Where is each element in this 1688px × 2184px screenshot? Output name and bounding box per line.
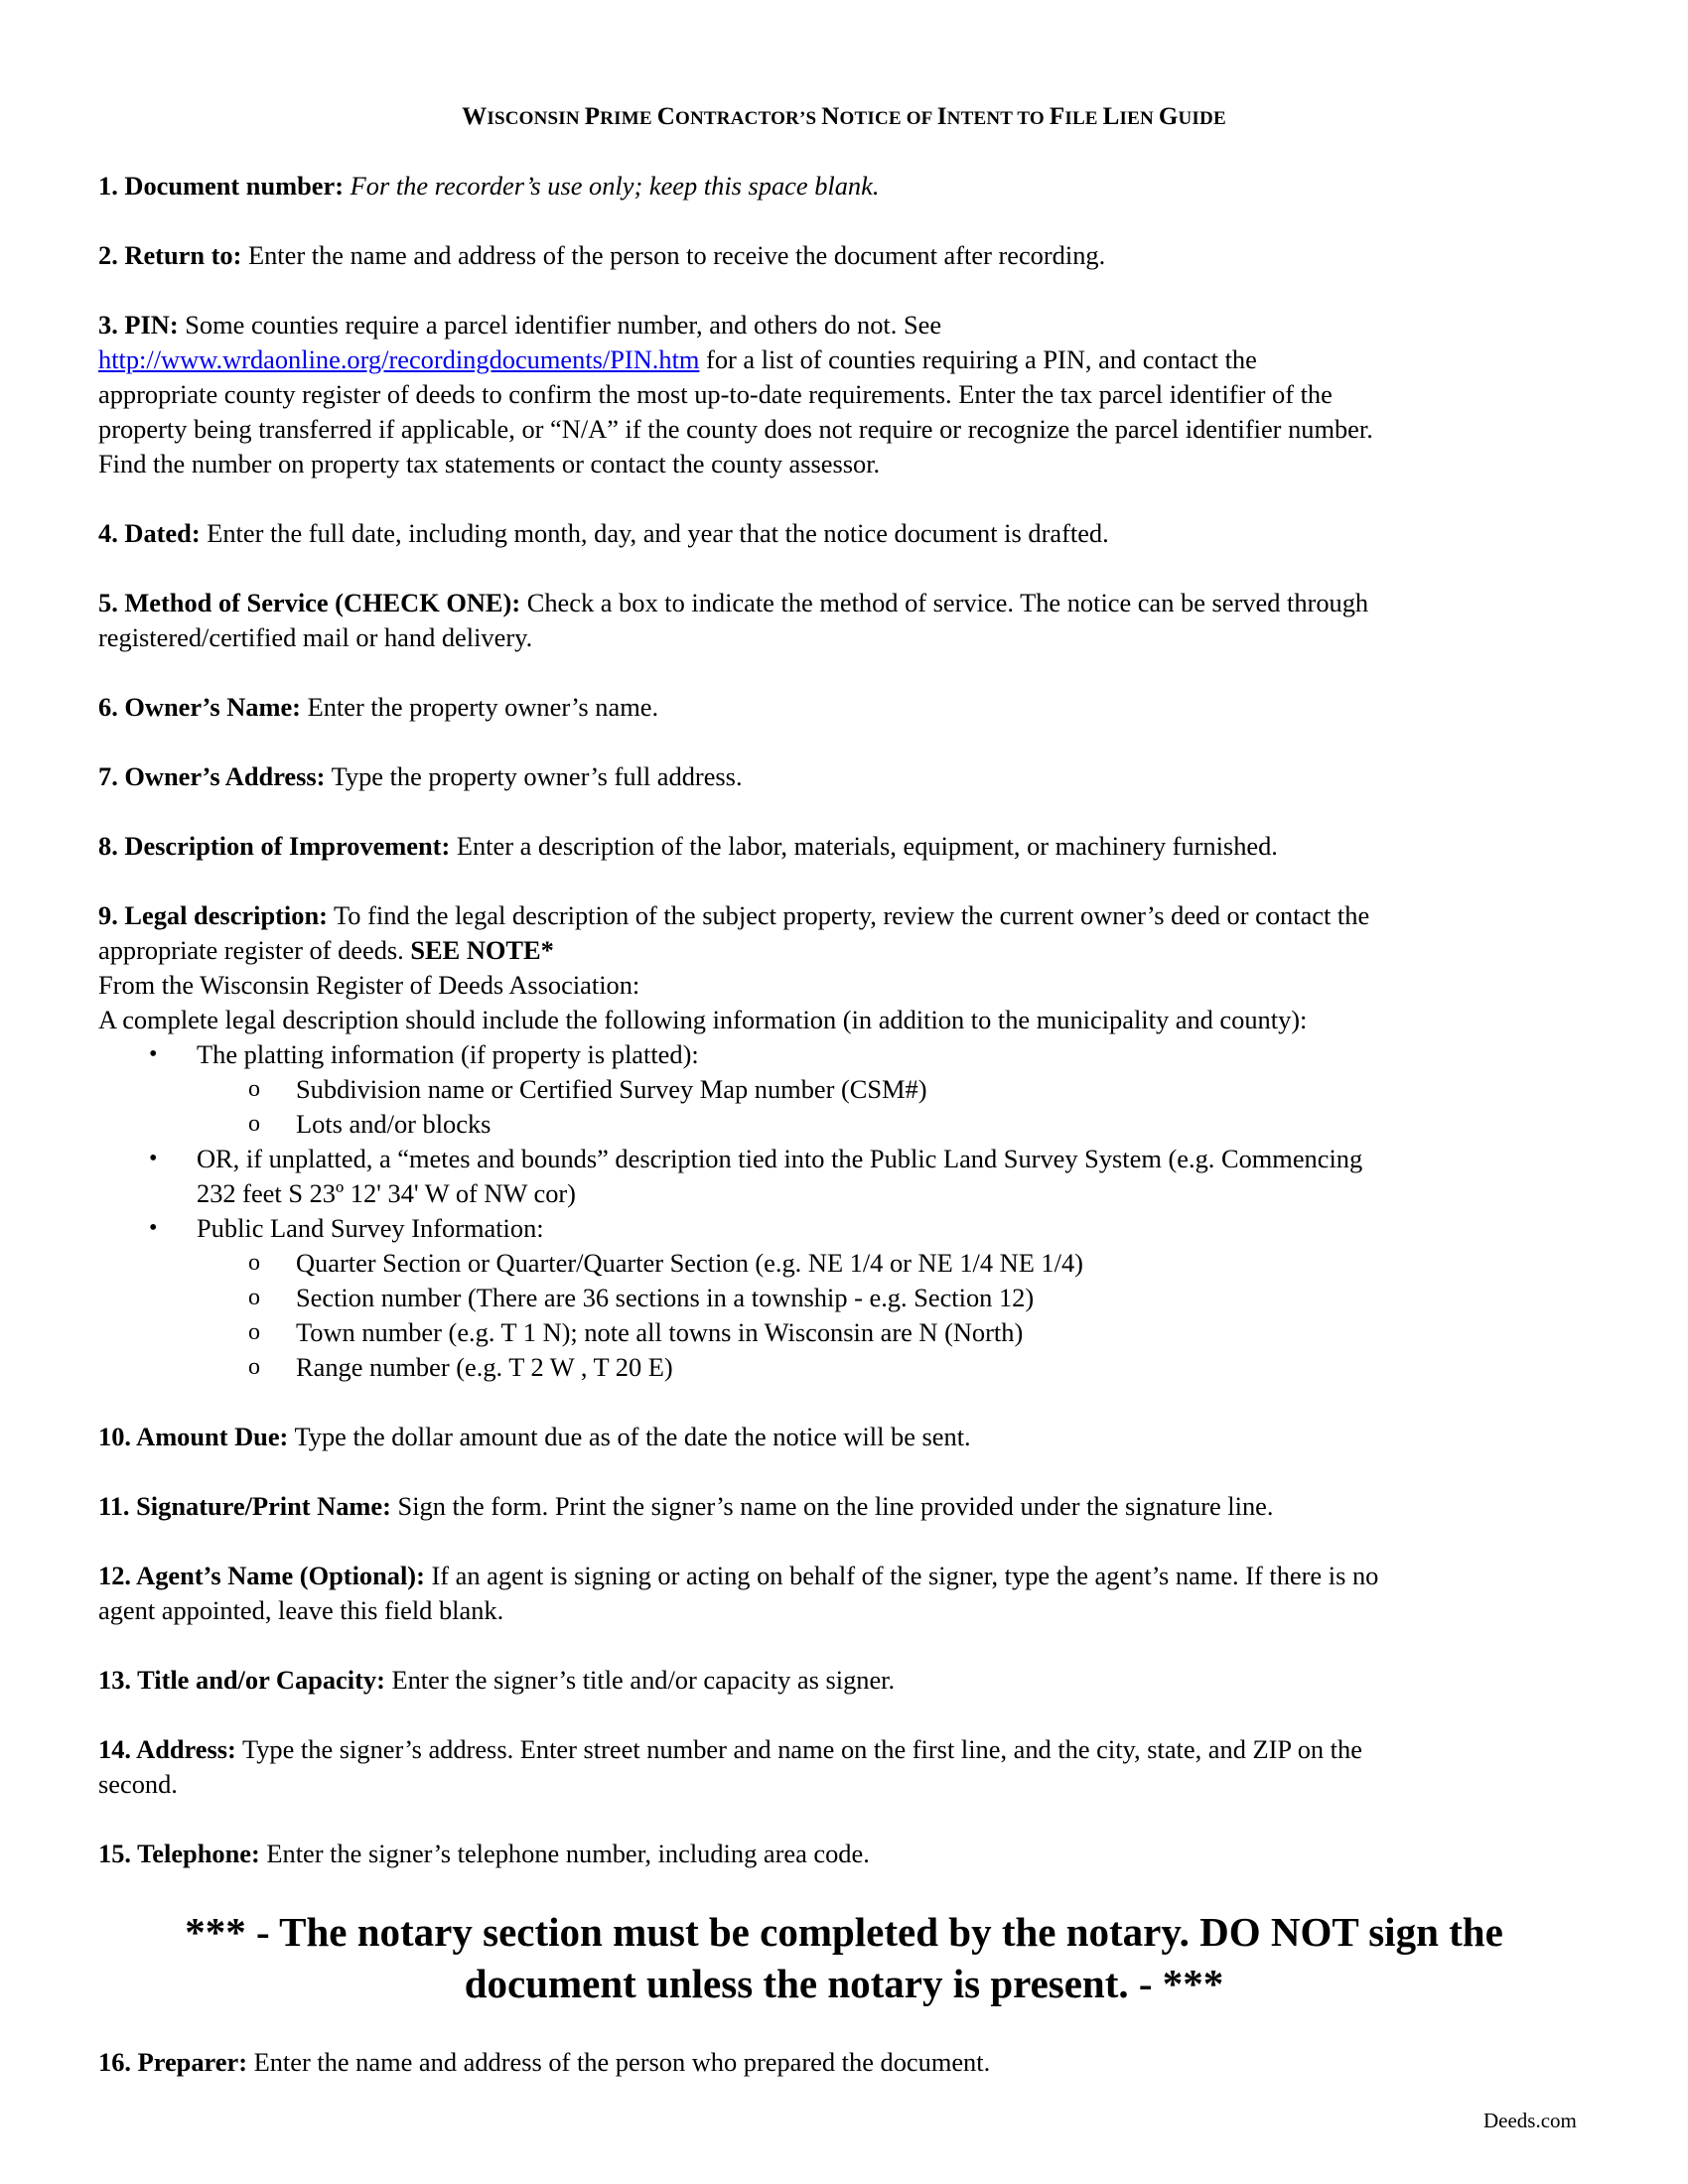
item-legal-description: 9. Legal description: To find the legal description of the subject property, review the current owner’s deed or contact the bbox=[98, 900, 1370, 930]
item-pin: 3. PIN: Some counties require a parcel identifier number, and others do not. See bbox=[98, 310, 942, 340]
list-item: Quarter Section or Quarter/Quarter Section (e.g. NE 1/4 or NE 1/4 NE 1/4) bbox=[296, 1248, 1083, 1278]
list-item: Lots and/or blocks bbox=[296, 1109, 492, 1139]
footer-brand: Deeds.com bbox=[1483, 2109, 1577, 2132]
list-item: Public Land Survey Information: bbox=[197, 1213, 544, 1243]
item-legal-description-line2: appropriate register of deeds. SEE NOTE* bbox=[98, 935, 554, 965]
item-address-line2: second. bbox=[98, 1769, 178, 1799]
item-pin-line3: appropriate county register of deeds to confirm the most up-to-date requirements. Enter the tax parcel identifier of the bbox=[98, 379, 1333, 409]
item-agent-name-line2: agent appointed, leave this field blank. bbox=[98, 1595, 504, 1625]
list-item: Range number (e.g. T 2 W , T 20 E) bbox=[296, 1352, 673, 1382]
item-telephone: 15. Telephone: Enter the signer’s telephone number, including area code. bbox=[98, 1839, 870, 1868]
item-return-to: 2. Return to: Enter the name and address of the person to receive the document after recording. bbox=[98, 240, 1106, 270]
list-item: Town number (e.g. T 1 N); note all towns in Wisconsin are N (North) bbox=[296, 1317, 1024, 1347]
notary-notice-line1: *** - The notary section must be completed by the notary. DO NOT sign the bbox=[185, 1909, 1503, 1955]
list-item: OR, if unplatted, a “metes and bounds” description tied into the Public Land Survey System (e.g. Commencing bbox=[197, 1144, 1363, 1173]
bullet-dot: • bbox=[149, 1215, 158, 1241]
notary-notice-line2: document unless the notary is present. - *** bbox=[464, 1961, 1224, 2006]
page-title: WISCONSIN PRIME CONTRACTOR’S NOTICE OF INTENT TO FILE LIEN GUIDE bbox=[462, 103, 1226, 130]
item-preparer: 16. Preparer: Enter the name and address of the person who prepared the document. bbox=[98, 2047, 991, 2077]
item-agent-name: 12. Agent’s Name (Optional): If an agent is signing or acting on behalf of the signer, type the agent’s name. If there is no bbox=[98, 1561, 1379, 1590]
item-legal-description-line4: A complete legal description should include the following information (in addition to the municipality and county): bbox=[98, 1005, 1308, 1034]
list-item: Section number (There are 36 sections in a township - e.g. Section 12) bbox=[296, 1283, 1035, 1312]
item-legal-description-line3: From the Wisconsin Register of Deeds Association: bbox=[98, 970, 640, 1000]
list-item: The platting information (if property is platted): bbox=[197, 1039, 699, 1069]
item-signature: 11. Signature/Print Name: Sign the form. Print the signer’s name on the line provided under the signature line. bbox=[98, 1491, 1274, 1521]
item-document-number: 1. Document number: For the recorder’s use only; keep this space blank. bbox=[98, 171, 880, 201]
item-method-of-service-line2: registered/certified mail or hand delivery. bbox=[98, 622, 533, 652]
list-item: Subdivision name or Certified Survey Map number (CSM#) bbox=[296, 1074, 927, 1104]
item-address: 14. Address: Type the signer’s address. Enter street number and name on the first line, and the city, state, and ZIP on the bbox=[98, 1734, 1362, 1764]
bullet-circle: o bbox=[248, 1250, 260, 1276]
bullet-circle: o bbox=[248, 1285, 260, 1310]
item-dated: 4. Dated: Enter the full date, including month, day, and year that the notice document is drafted. bbox=[98, 518, 1109, 548]
bullet-circle: o bbox=[248, 1076, 260, 1102]
item-owner-name: 6. Owner’s Name: Enter the property owner’s name. bbox=[98, 692, 659, 722]
item-pin-line4: property being transferred if applicable, or “N/A” if the county does not require or recognize the parcel identifier number. bbox=[98, 414, 1373, 444]
item-owner-address: 7. Owner’s Address: Type the property owner’s full address. bbox=[98, 761, 743, 791]
item-method-of-service: 5. Method of Service (CHECK ONE): Check a box to indicate the method of service. The notice can be served through bbox=[98, 588, 1369, 617]
bullet-dot: • bbox=[149, 1146, 158, 1171]
bullet-circle: o bbox=[248, 1319, 260, 1345]
list-item-continuation: 232 feet S 23º 12' 34' W of NW cor) bbox=[197, 1178, 576, 1208]
bullet-dot: • bbox=[149, 1041, 158, 1067]
item-pin-line2: http://www.wrdaonline.org/recordingdocuments/PIN.htm for a list of counties requiring a PIN, and contact the bbox=[98, 344, 1257, 374]
item-title-capacity: 13. Title and/or Capacity: Enter the signer’s title and/or capacity as signer. bbox=[98, 1665, 896, 1695]
bullet-circle: o bbox=[248, 1354, 260, 1380]
pin-link[interactable]: http://www.wrdaonline.org/recordingdocuments/PIN.htm bbox=[98, 344, 700, 374]
item-description-of-improvement: 8. Description of Improvement: Enter a description of the labor, materials, equipment, or machinery furnished. bbox=[98, 831, 1278, 861]
item-pin-line5: Find the number on property tax statements or contact the county assessor. bbox=[98, 449, 881, 478]
item-amount-due: 10. Amount Due: Type the dollar amount due as of the date the notice will be sent. bbox=[98, 1422, 971, 1451]
bullet-circle: o bbox=[248, 1111, 260, 1137]
